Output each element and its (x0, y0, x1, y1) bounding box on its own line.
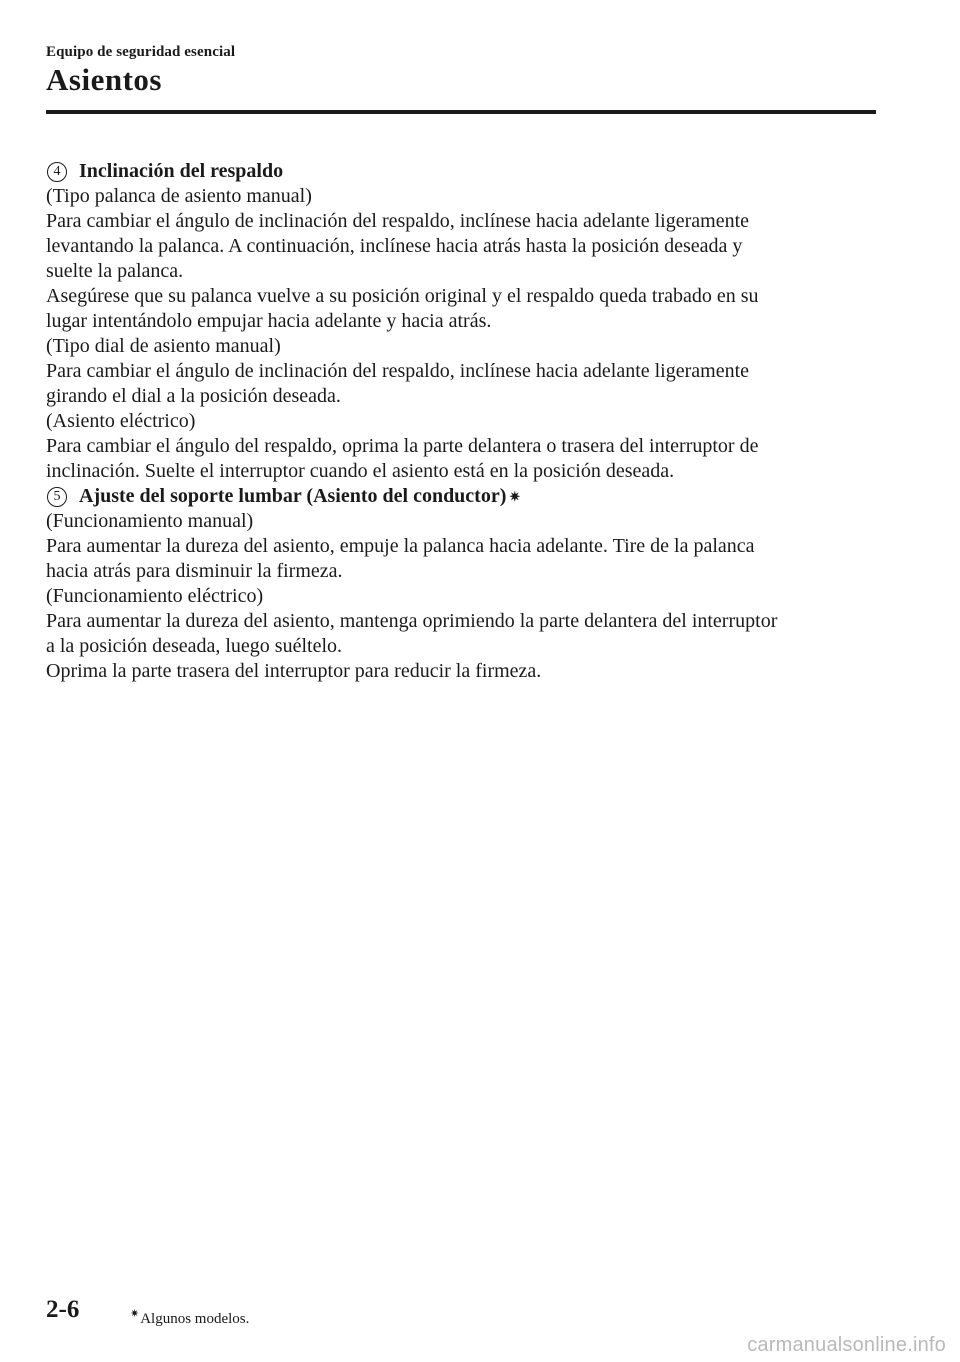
section-heading-text: Inclinación del respaldo (79, 160, 284, 182)
chapter-title: Asientos (46, 62, 162, 97)
paragraph-line: Oprima la parte trasera del interruptor para reducir la firmeza. (46, 660, 542, 682)
content (46, 159, 886, 684)
asterisk-icon: ✷ (509, 489, 521, 504)
paragraph-line: Para cambiar el ángulo de inclinación del respaldo, inclínese hacia adelante ligeramente (46, 210, 750, 232)
paragraph-line: Para aumentar la dureza del asiento, mantenga oprimiendo la parte delantera del interruptor (46, 610, 778, 632)
asterisk-icon: ✷ (130, 1308, 140, 1320)
circled-number-5-icon: 5 (47, 487, 67, 507)
section-heading-5 (46, 484, 886, 509)
paragraph-line: levantando la palanca. A continuación, inclínese hacia atrás hasta la posición deseada y (46, 235, 743, 257)
footnote (130, 1307, 249, 1328)
paragraph-line: Para cambiar el ángulo de inclinación del respaldo, inclínese hacia adelante ligeramente (46, 360, 750, 382)
watermark: carmanualsonline.info (747, 1334, 946, 1356)
footnote-text: Algunos modelos. (140, 1311, 250, 1327)
paragraph-line: (Funcionamiento eléctrico) (46, 585, 264, 607)
circled-number-4-icon: 4 (47, 162, 67, 182)
paragraph-line: lugar intentándolo empujar hacia adelante y hacia atrás. (46, 310, 492, 332)
paragraph-line: hacia atrás para disminuir la firmeza. (46, 560, 343, 582)
section-heading-text: Ajuste del soporte lumbar (Asiento del conductor) (79, 485, 507, 507)
section-heading-4 (46, 159, 886, 184)
section-label: Equipo de seguridad esencial (46, 44, 236, 60)
paragraph-line: girando el dial a la posición deseada. (46, 385, 341, 407)
paragraph-line: (Tipo dial de asiento manual) (46, 335, 281, 357)
paragraph-line: a la posición deseada, luego suéltelo. (46, 635, 343, 657)
page-number: 2-6 (46, 1296, 80, 1323)
title-rule (46, 110, 876, 114)
paragraph-line: Para aumentar la dureza del asiento, empuje la palanca hacia adelante. Tire de la palanca (46, 535, 755, 557)
paragraph-line: Asegúrese que su palanca vuelve a su posición original y el respaldo queda trabado en su (46, 285, 759, 307)
paragraph-line: (Asiento eléctrico) (46, 410, 196, 432)
paragraph-line: (Funcionamiento manual) (46, 510, 254, 532)
paragraph-line: (Tipo palanca de asiento manual) (46, 185, 312, 207)
paragraph-line: Para cambiar el ángulo del respaldo, oprima la parte delantera o trasera del interruptor de (46, 435, 759, 457)
paragraph-line: inclinación. Suelte el interruptor cuando el asiento está en la posición deseada. (46, 460, 675, 482)
paragraph-line: suelte la palanca. (46, 260, 184, 282)
